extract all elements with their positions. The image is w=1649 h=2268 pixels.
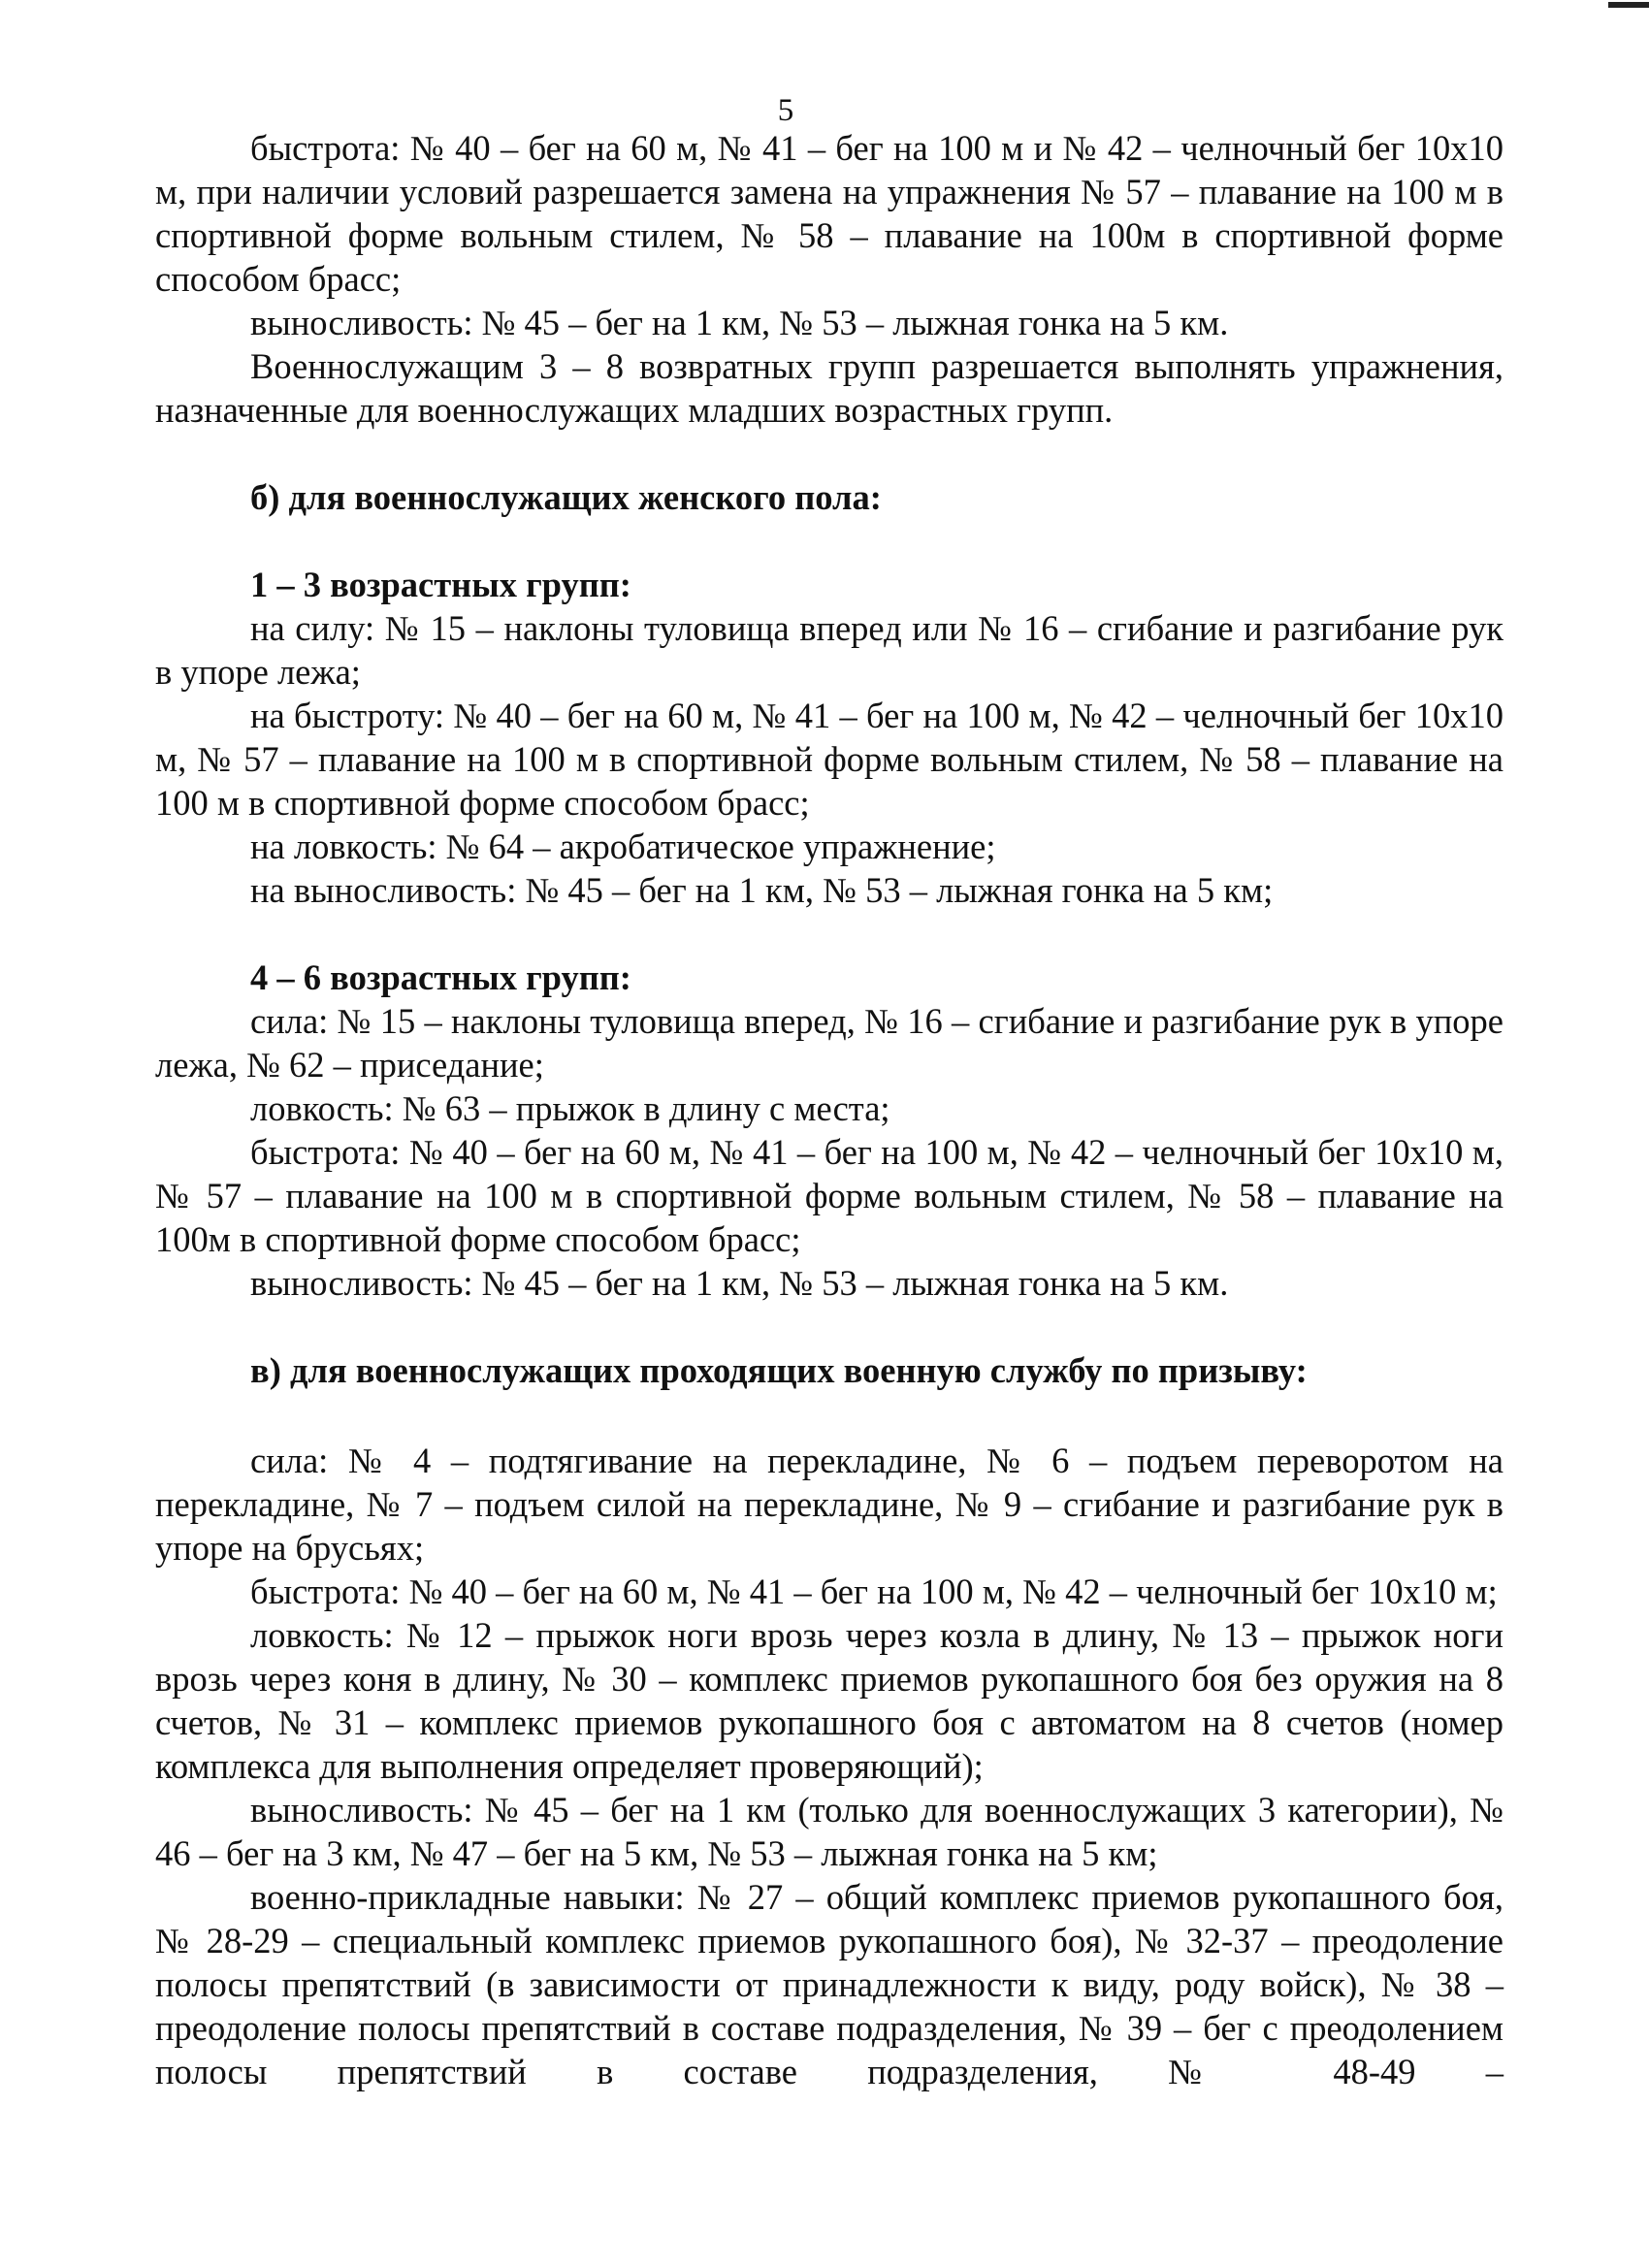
section-heading-women: б) для военнослужащих женского пола:	[250, 477, 882, 517]
section-heading-conscripts: в) для военнослужащих проходящих военную службу по призыву:	[250, 1350, 1308, 1390]
scan-corner-mark	[1608, 2, 1649, 8]
document-body	[155, 126, 1504, 2093]
paragraph-speed: быстрота: № 40 – бег на 60 м, № 41 – бег на 100 м и № 42 – челночный бег 10х10 м, при наличии условий разрешается замена на упражнения № 57 – плавание на 100 м в спортивной форме вольным стилем, № 58 – плавание на 100м в спортивной форме способом брасс;	[155, 128, 1504, 299]
paragraph-speed: на быстроту: № 40 – бег на 60 м, № 41 – бег на 100 м, № 42 – челночный бег 10х10 м, № 57 – плавание на 100 м в спортивной форме вольным стилем, № 58 – плавание на 100 м в спортивной форме способом брасс;	[155, 696, 1504, 823]
paragraph-endurance: выносливость: № 45 – бег на 1 км (только для военнослужащих 3 категории), № 46 – бег на 3 км, № 47 – бег на 5 км, № 53 – лыжная гонка на 5 км;	[155, 1790, 1504, 1873]
paragraph-speed: быстрота: № 40 – бег на 60 м, № 41 – бег на 100 м, № 42 – челночный бег 10х10 м, № 57 – плавание на 100 м в спортивной форме вольным стилем, № 58 – плавание на 100м в спортивной форме способом брасс;	[155, 1132, 1504, 1259]
paragraph-endurance: выносливость: № 45 – бег на 1 км, № 53 – лыжная гонка на 5 км.	[250, 1263, 1229, 1303]
paragraph-military-skills: военно-прикладные навыки: № 27 – общий комплекс приемов рукопашного боя, № 28-29 – специальный комплекс приемов рукопашного боя), № 32-37 – преодоление полосы препятствий (в зависимости от принадлежности к виду, роду войск), № 38 – преодоление полосы препятствий в составе подразделения, № 39 – бег с преодолением полосы препятствий в составе подразделения, № 48-49 –	[155, 1877, 1504, 2091]
paragraph-speed: быстрота: № 40 – бег на 60 м, № 41 – бег на 100 м, № 42 – челночный бег 10х10 м;	[250, 1571, 1498, 1611]
spacer	[155, 519, 1504, 563]
paragraph-strength: на силу: № 15 – наклоны туловища вперед или № 16 – сгибание и разгибание рук в упоре лежа;	[155, 608, 1504, 692]
paragraph-agility: на ловкость: № 64 – акробатическое упражнение;	[250, 826, 996, 866]
subheading-groups-1-3: 1 – 3 возрастных групп:	[250, 565, 631, 604]
paragraph-age-groups-note: Военнослужащим 3 – 8 возвратных групп разрешается выполнять упражнения, назначенные для военнослужащих младших возрастных групп.	[155, 346, 1504, 430]
paragraph-strength: сила: № 4 – подтягивание на перекладине, № 6 – подъем переворотом на перекладине, № 7 – подъем силой на перекладине, № 9 – сгибание и разгибание рук в упоре на брусьях;	[155, 1441, 1504, 1568]
paragraph-agility: ловкость: № 63 – прыжок в длину с места;	[250, 1088, 890, 1128]
spacer	[155, 432, 1504, 475]
spacer	[155, 1305, 1504, 1348]
paragraph-endurance: выносливость: № 45 – бег на 1 км, № 53 – лыжная гонка на 5 км.	[250, 303, 1229, 342]
paragraph-agility: ловкость: № 12 – прыжок ноги врозь через козла в длину, № 13 – прыжок ноги врозь через коня в длину, № 30 – комплекс приемов рукопашного боя без оружия на 8 счетов, № 31 – комплекс приемов рукопашного боя с автоматом на 8 счетов (номер комплекса для выполнения определяет проверяющий);	[155, 1615, 1504, 1786]
page-number: 5	[777, 93, 794, 128]
paragraph-strength: сила: № 15 – наклоны туловища вперед, № 16 – сгибание и разгибание рук в упоре лежа, № 62 – приседание;	[155, 1001, 1504, 1085]
spacer	[155, 912, 1504, 956]
spacer	[155, 1392, 1504, 1439]
subheading-groups-4-6: 4 – 6 возрастных групп:	[250, 957, 631, 997]
paragraph-endurance: на выносливость: № 45 – бег на 1 км, № 53 – лыжная гонка на 5 км;	[250, 870, 1274, 910]
